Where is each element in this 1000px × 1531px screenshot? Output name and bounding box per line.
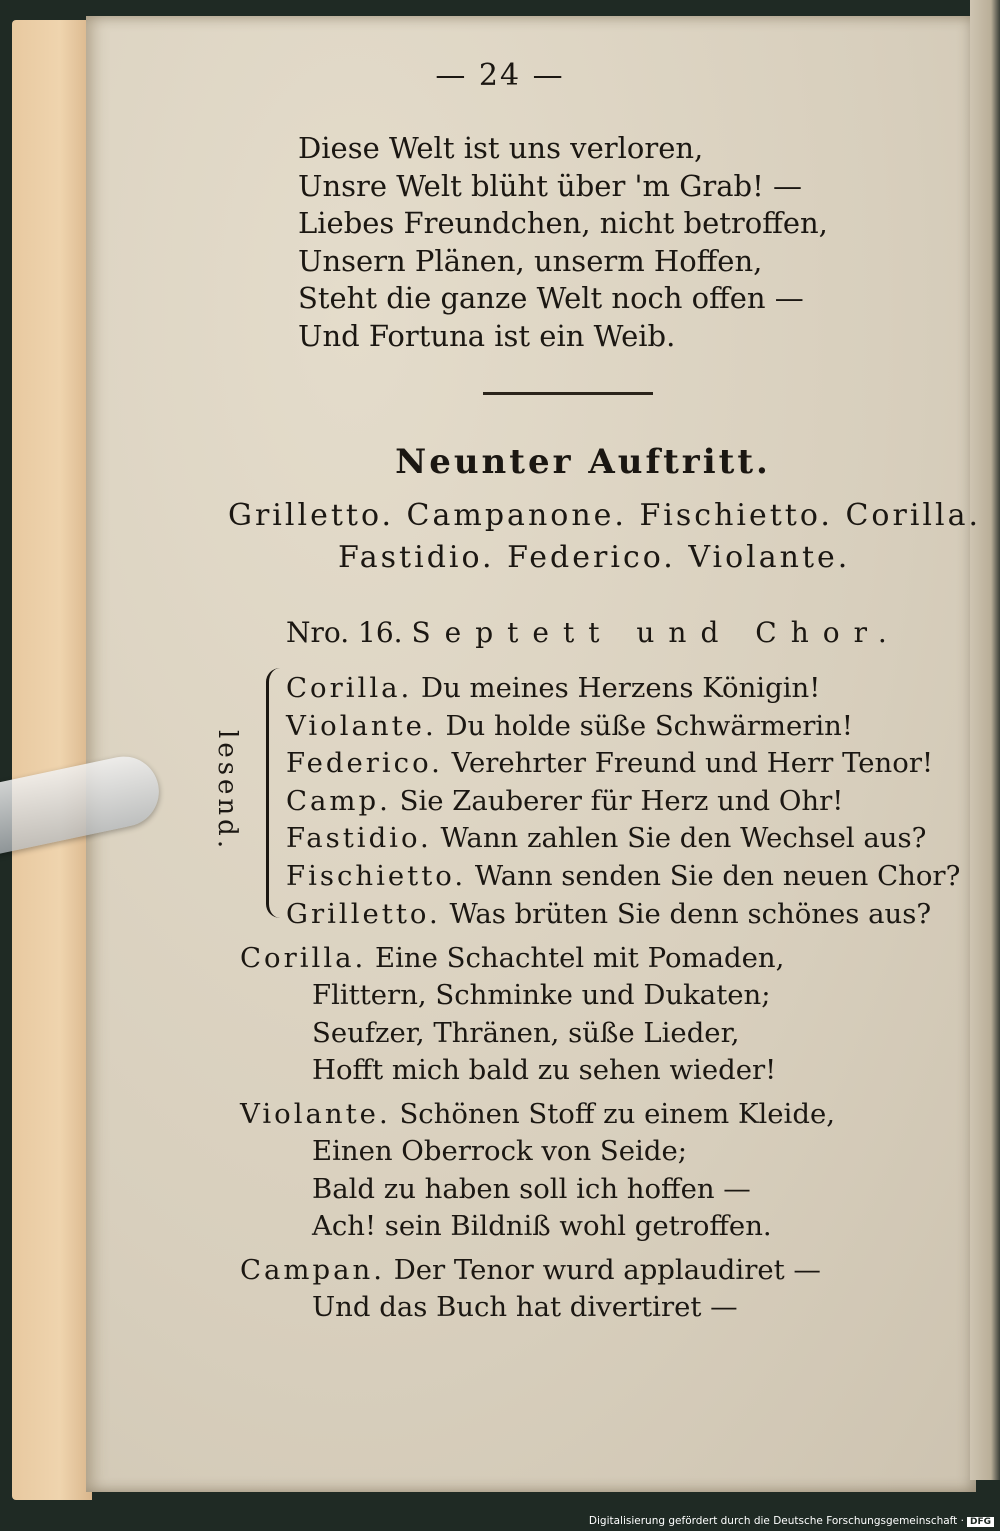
ensemble-block	[286, 670, 960, 933]
speaker-name: Federico.	[286, 747, 443, 780]
speaker-name: Fischietto.	[286, 859, 467, 892]
dialogue-line	[286, 708, 960, 746]
dialogue-text: Du holde süße Schwärmerin!	[445, 709, 853, 742]
dialogue-text: Du meines Herzens Königin!	[421, 672, 821, 704]
poem-line: Diese Welt ist uns verloren,	[298, 131, 704, 165]
speaker-name: Fastidio.	[286, 822, 432, 855]
dialogue-line	[286, 745, 960, 783]
verse-text: Der Tenor wurd applaudiret —	[393, 1254, 821, 1286]
verse-campan	[240, 1252, 821, 1327]
verse-line: Ach! sein Bildniß wohl getroffen.	[312, 1210, 772, 1243]
digitization-credit	[589, 1515, 994, 1527]
speaker-name: Violante.	[240, 1098, 391, 1130]
speaker-name: Violante.	[286, 709, 437, 742]
dialogue-line	[286, 858, 960, 896]
verse-first-line	[240, 1096, 835, 1133]
verse-violante	[240, 1096, 835, 1246]
page-number: — 24 —	[435, 58, 565, 93]
verse-line: Seufzer, Thränen, süße Lieder,	[312, 1016, 740, 1049]
dialogue-line	[286, 670, 960, 708]
cast-list-line: Fastidio. Federico. Violante.	[338, 540, 851, 575]
poem-line: Und Fortuna ist ein Weib.	[298, 318, 676, 353]
poem-stanza	[298, 130, 828, 355]
poem-line: Liebes Freundchen, nicht betroffen,	[298, 206, 828, 240]
verse-line: Einen Oberrock von Seide;	[312, 1135, 687, 1168]
section-divider	[483, 392, 653, 395]
poem-line: Unsre Welt blüht über 'm Grab! —	[298, 168, 802, 203]
poem-line: Steht die ganze Welt noch offen —	[298, 281, 804, 315]
verse-first-line	[240, 1252, 821, 1289]
dialogue-text: Wann zahlen Sie den Wechsel aus?	[440, 822, 927, 855]
dialogue-line	[286, 896, 960, 934]
musical-number	[286, 616, 901, 649]
book-gutter	[970, 0, 1000, 1480]
verse-text: Schönen Stoff zu einem Kleide,	[399, 1098, 835, 1130]
speaker-name: Corilla.	[240, 942, 367, 974]
dialogue-text: Wann senden Sie den neuen Chor?	[474, 859, 961, 892]
dfg-logo: DFG	[967, 1517, 994, 1527]
cast-list-line: Grilletto. Campanone. Fischietto. Corilla.	[228, 498, 982, 533]
verse-corilla	[240, 940, 784, 1090]
speaker-name: Corilla.	[286, 672, 413, 704]
poem-line: Unsern Plänen, unserm Hoffen,	[298, 243, 763, 278]
dialogue-line	[286, 820, 960, 858]
speaker-name: Grilletto.	[286, 897, 441, 930]
page-edge	[12, 20, 92, 1500]
verse-line: Bald zu haben soll ich hoffen —	[312, 1172, 751, 1205]
verse-text: Eine Schachtel mit Pomaden,	[375, 942, 785, 974]
verse-first-line	[240, 940, 784, 977]
dialogue-text: Verehrter Freund und Herr Tenor!	[451, 747, 934, 780]
speaker-name: Camp.	[286, 784, 391, 817]
verse-line: Flittern, Schminke und Dukaten;	[312, 979, 771, 1012]
number-title: Septett und Chor.	[411, 616, 901, 649]
speaker-name: Campan.	[240, 1254, 385, 1286]
verse-line: Und das Buch hat divertiret —	[312, 1291, 738, 1324]
credit-text: Digitalisierung gefördert durch die Deutsche Forschungsgemeinschaft ·	[588, 1515, 964, 1527]
ensemble-brace	[266, 668, 283, 918]
dialogue-text: Sie Zauberer für Herz und Ohr!	[399, 784, 844, 817]
stage-direction: lesend.	[212, 730, 242, 853]
number-label: Nro. 16.	[286, 616, 403, 649]
dialogue-line	[286, 783, 960, 821]
scene-heading: Neunter Auftritt.	[395, 442, 771, 482]
dialogue-text: Was brüten Sie denn schönes aus?	[449, 897, 932, 930]
verse-line: Hofft mich bald zu sehen wieder!	[312, 1054, 777, 1087]
